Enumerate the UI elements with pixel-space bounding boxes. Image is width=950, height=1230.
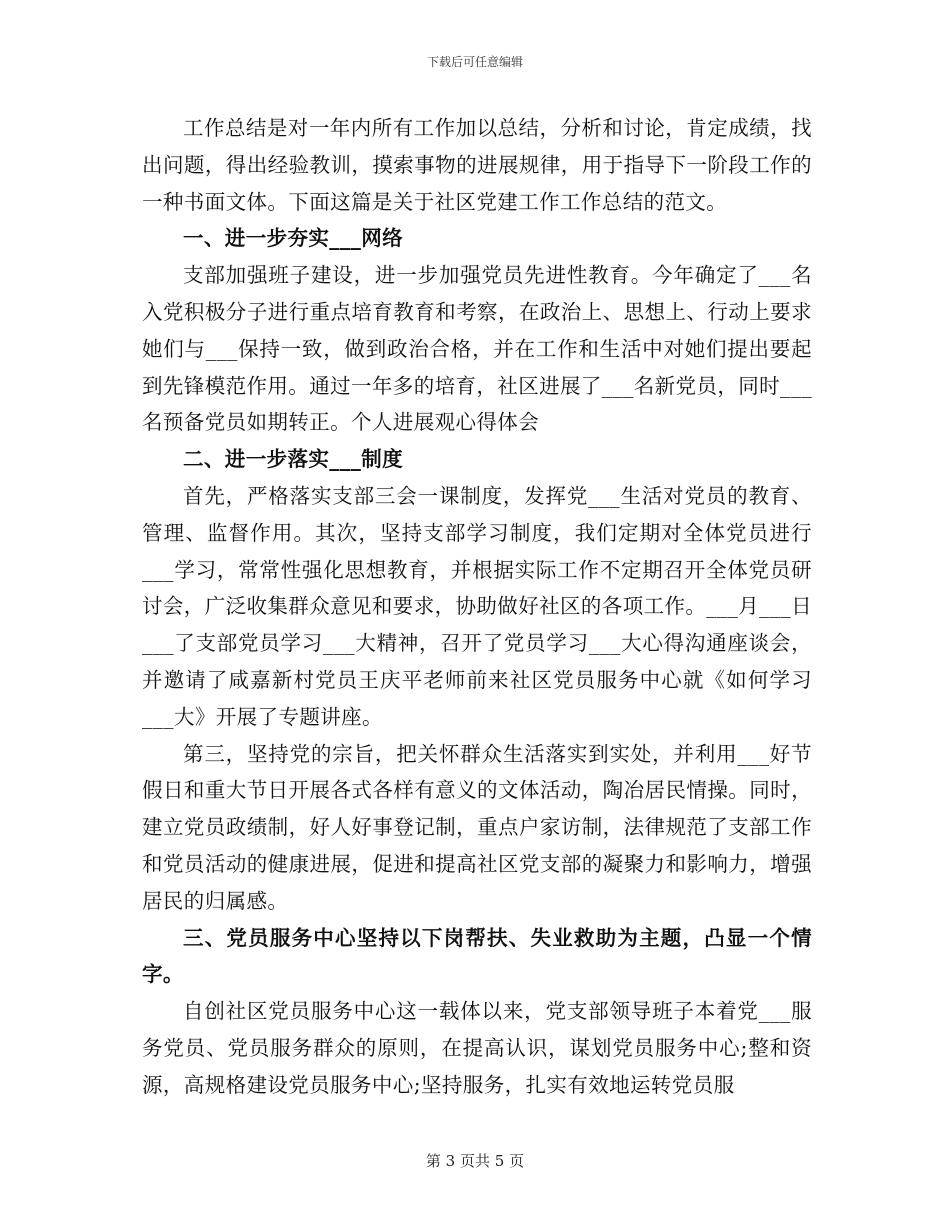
page-number: 第 3 页共 5 页 [425,1152,525,1170]
intro-paragraph: 工作总结是对一年内所有工作加以总结，分析和讨论，肯定成绩，找出问题，得出经验教训，摸索事物的进展规律，用于指导下一阶段工作的一种书面文体。下面这篇是关于社区党建工作工作总结的范文。 [142,116,812,214]
section-1-paragraph: 支部加强班子建设，进一步加强党员先进性教育。今年确定了___名入党积极分子进行重点培育教育和考察，在政治上、思想上、行动上要求她们与___保持一致，做到政治合格，并在工作和生活中对她们提出要起到先锋模范作用。通过一年多的培育，社区进展了___名新党员，同时___名预备党员如期转正。个人进展观心得体会 [142,263,812,435]
section-heading-3: 三、党员服务中心坚持以下岗帮扶、失业救助为主题，凸显一个情字。 [142,925,812,987]
document-body [142,110,812,1104]
section-heading-2: 二、进一步落实___制度 [183,447,404,472]
page-header: 下载后可任意编辑 [426,55,523,69]
section-2-paragraph-1: 首先，严格落实支部三会一课制度，发挥党___生活对党员的教育、管理、监督作用。其次，坚持支部学习制度，我们定期对全体党员进行___学习，常常性强化思想教育，并根据实际工作不定期召开全体党员研讨会，广泛收集群众意见和要求，协助做好社区的各项工作。___月___日___了支部党员学习___大精神，召开了党员学习___大心得沟通座谈会，并邀请了咸嘉新村党员王庆平老师前来社区党员服务中心就《如何学习___大》开展了专题讲座。 [142,483,812,729]
section-2-paragraph-2: 第三，坚持党的宗旨，把关怀群众生活落实到实处，并利用___好节假日和重大节日开展各式各样有意义的文体活动，陶冶居民情操。同时，建立党员政绩制，好人好事登记制，重点户家访制，法律规范了支部工作和党员活动的健康进展，促进和提高社区党支部的凝聚力和影响力，增强居民的归属感。 [142,741,812,913]
section-3-paragraph: 自创社区党员服务中心这一载体以来，党支部领导班子本着党___服务党员、党员服务群众的原则，在提高认识，谋划党员服务中心;整和资源，高规格建设党员服务中心;坚持服务，扎实有效地运转党员服 [142,999,812,1097]
section-heading-1: 一、进一步夯实___网络 [183,226,404,251]
